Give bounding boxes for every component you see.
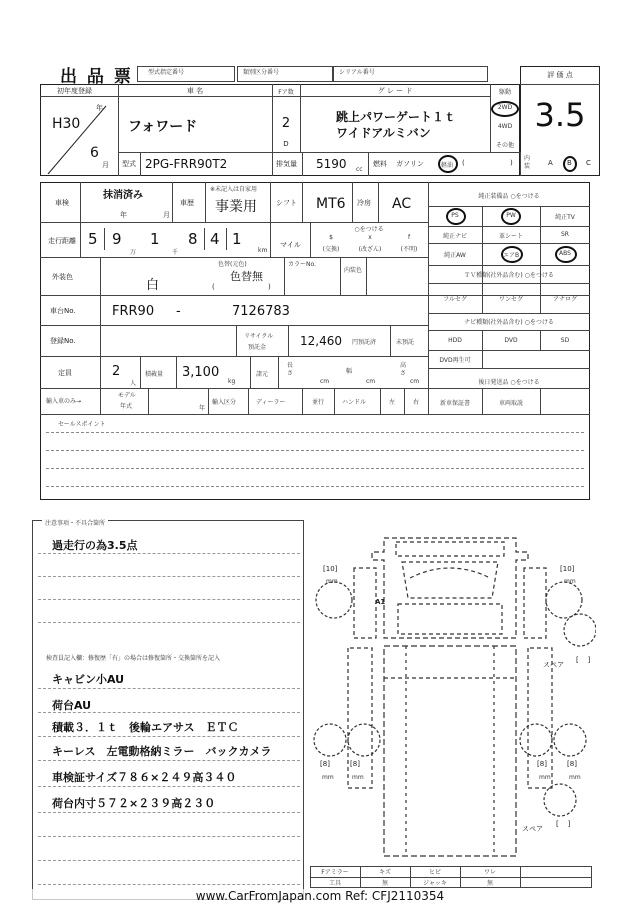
fuel-label: 燃料: [373, 160, 387, 168]
recycle-value: 12,460: [300, 334, 342, 348]
interior-color-label: 内装色: [344, 267, 363, 274]
first-reg-era: H30: [52, 116, 81, 132]
man-unit: 万: [130, 249, 137, 256]
legend-tools-none: 無: [381, 880, 388, 887]
serial-label: シリアル番号: [339, 69, 375, 76]
mileage-digit-2: 9: [112, 230, 122, 248]
mileage-altered: (改ざん): [358, 246, 382, 253]
handle-label: ハンドル: [342, 399, 367, 406]
legend-scratch: キズ: [379, 869, 391, 876]
sales-point-label: セールスポイント: [58, 421, 106, 428]
option-airbag: エアB: [502, 252, 520, 259]
color-change-label: 色替(元色): [218, 261, 247, 268]
model-year-label-1: モデル: [118, 392, 136, 399]
watermark: www.CarFromJapan.com Ref: CFJ2110354: [0, 889, 640, 903]
chassis-number: 7126783: [232, 304, 290, 319]
mileage-exchange: (交換): [322, 246, 340, 253]
spare-front-label: スペア: [543, 661, 564, 669]
first-reg-label: 初年度登録: [57, 87, 92, 95]
car-name-value: フォワード: [128, 119, 198, 135]
tread-fr-unit: mm: [564, 578, 576, 585]
shift-value: MT6: [316, 196, 346, 212]
length-label: 長さ: [287, 362, 294, 377]
spare-rear-label: スペア: [522, 825, 543, 833]
interior-a: A: [548, 159, 553, 167]
dealer-option: ディーラー: [256, 399, 286, 406]
class-label: 類別区分番号: [243, 69, 280, 76]
color-paren-open: (: [212, 283, 215, 291]
notice-label: 注意事項・不具合箇所: [42, 518, 108, 527]
year-suffix: 年: [96, 104, 103, 112]
import-label: 輸入車のみ→: [46, 398, 82, 405]
docs-warranty: 新車保証書: [439, 400, 470, 407]
parallel-option: 並行: [312, 399, 325, 406]
mileage-digit-5: 4: [210, 230, 220, 248]
drive-2wd: 2WD: [497, 104, 513, 111]
miles-label: マイル: [280, 241, 301, 249]
color-change-value: 色替無: [230, 270, 263, 283]
fuel-gasoline: ガソリン: [396, 160, 424, 168]
mileage-mark-label: ○をつける: [354, 226, 384, 233]
history-note: ※未記入は自家用: [210, 186, 258, 193]
tv-analog: アナログ: [552, 296, 577, 303]
fuel-diesel: 軽油: [441, 162, 454, 169]
fuel-other-close: ): [510, 159, 513, 167]
interior-c: C: [586, 159, 591, 167]
handle-right: 右: [413, 399, 420, 406]
model-year-unit: 年: [199, 405, 206, 412]
damage-a1: A1: [375, 598, 386, 606]
dims-label: 諸元: [256, 371, 269, 378]
mileage-digit-6: 1: [232, 230, 242, 248]
color-paren-close: ): [268, 283, 271, 291]
car-name-label: 車 名: [186, 87, 204, 95]
legend-jack-none: 無: [486, 880, 493, 887]
mileage-label: 走行距離: [48, 237, 76, 245]
mileage-dollar: $: [329, 234, 333, 241]
docs-manual: 車両取説: [498, 400, 523, 407]
capacity-label: 定員: [58, 369, 72, 377]
model-value: 2PG-FRR90T2: [145, 157, 228, 171]
legend-jack: ジャッキ: [423, 880, 447, 887]
recycle-paid: 円預託済: [352, 339, 377, 346]
option-abs: ABS: [559, 250, 571, 257]
score-value: 3.5: [534, 96, 586, 134]
option-pw: PW: [506, 212, 516, 219]
inspector-line-5: 車検証サイズ７８６×２４９高３４０: [52, 771, 237, 784]
tread-fr: [10]: [560, 565, 575, 573]
inspector-line-2: 荷台AU: [52, 699, 92, 712]
inspector-line-3: 積載３．１ｔ 後輪エアサス ＥＴＣ: [52, 721, 239, 734]
width-label: 幅: [346, 368, 353, 375]
grade-line1: 跳上パワーゲート１ｔ: [336, 110, 457, 124]
tread-rl-inner: [8]: [350, 760, 360, 768]
legend-dent: ワレ: [483, 869, 496, 876]
mileage-unknown: (不明): [400, 246, 418, 253]
tread-fl-unit: mm: [326, 578, 338, 585]
tread-fl: [10]: [323, 565, 338, 573]
option-leather-seat: 革シート: [498, 233, 523, 240]
tread-rr-outer-unit: mm: [569, 774, 581, 781]
fuel-other-open: (: [462, 159, 465, 167]
tv-type-title: ＴＶ種類(社外品含む) ○をつける: [464, 272, 554, 279]
tread-rl-outer-unit: mm: [322, 774, 334, 781]
doors-sub: D: [283, 140, 289, 148]
form-title: 出 品 票: [60, 67, 133, 87]
score-label: 評 価 点: [547, 71, 573, 79]
option-sr: SR: [561, 231, 569, 238]
inspection-month-unit: 月: [163, 211, 170, 219]
height-cm: cm: [410, 378, 420, 385]
drive-label: 駆動: [498, 89, 511, 96]
navi-sd: SD: [560, 337, 570, 344]
navi-hdd: HDD: [448, 337, 462, 344]
inspector-line-4: キーレス 左電動格納ミラー バックカメラ: [52, 745, 272, 758]
mileage-digit-1: 5: [88, 230, 98, 248]
load-unit: kg: [228, 378, 236, 385]
model-year-label-2: 年式: [120, 403, 133, 410]
inspector-line-6: 荷台内寸５７２×２３９高２３０: [52, 797, 216, 810]
month-suffix: 月: [102, 161, 109, 169]
handle-left: 左: [389, 399, 396, 406]
tread-rr-inner-unit: mm: [539, 774, 551, 781]
navi-type-title: ナビ種類(社外品含む) ○をつける: [464, 319, 554, 326]
exterior-value: 白: [146, 278, 160, 293]
spare-front-box: [ ]: [576, 656, 591, 664]
doors-value: 2: [281, 116, 291, 131]
color-no-label: カラーNo.: [288, 261, 316, 268]
recycle-label-1: リサイクル: [244, 333, 274, 340]
drive-other: その他: [495, 142, 514, 149]
first-reg-month: 6: [90, 145, 99, 161]
load-value: 3,100: [182, 365, 220, 380]
legend-tools: 工具: [328, 880, 341, 887]
tread-rl-outer: [8]: [320, 760, 330, 768]
option-genuine-aw: 純正AW: [444, 252, 466, 259]
height-label: 高さ: [400, 362, 407, 377]
notice-line-1: 過走行の為3.5点: [52, 539, 138, 552]
navi-dvd: DVD: [504, 337, 518, 344]
model-code-label: 型式指定番号: [148, 69, 185, 76]
chassis-label: 車台No.: [50, 307, 76, 315]
exterior-label: 外装色: [52, 273, 73, 281]
tread-rr-inner: [8]: [537, 760, 547, 768]
displacement-label: 排気量: [276, 160, 297, 168]
shift-label: シフト: [276, 199, 297, 207]
grade-label: グ レ ー ド: [377, 87, 413, 95]
km-unit: km: [258, 247, 268, 254]
chassis-dash: -: [176, 304, 181, 319]
option-ps: PS: [451, 212, 459, 219]
history-value: 事業用: [215, 199, 257, 215]
import-type-label: 輸入区分: [212, 399, 237, 406]
truck-diagram: [306, 528, 596, 868]
reg-no-label: 登録No.: [50, 337, 76, 345]
interior-b: B: [567, 159, 572, 167]
grade-line2: ワイドアルミバン: [336, 126, 431, 140]
mileage-digit-3: 1: [150, 230, 160, 248]
sen-unit: 千: [172, 249, 179, 256]
inspection-value: 抹消済み: [103, 190, 143, 201]
mileage-f: f: [407, 234, 411, 241]
option-genuine-tv: 純正TV: [555, 214, 575, 221]
inspector-line-1: キャビン小AU: [52, 673, 125, 686]
displacement-value: 5190: [316, 157, 347, 171]
width-cm: cm: [366, 378, 376, 385]
doors-label: Fア数: [278, 89, 294, 96]
docs-title: 後日発送品 ○をつける: [478, 379, 540, 386]
genuine-options-title: 純正装備品 ○をつける: [478, 193, 540, 200]
spare-rear-box: [ ]: [556, 820, 571, 828]
drive-4wd: 4WD: [497, 123, 513, 130]
interior-label: 内装: [524, 155, 531, 170]
history-label: 車歴: [180, 199, 194, 207]
tread-rl-inner-unit: mm: [352, 774, 364, 781]
capacity-unit: 人: [130, 380, 137, 387]
inspection-year-unit: 年: [120, 211, 127, 219]
chassis-prefix: FRR90: [112, 304, 155, 319]
length-cm: cm: [320, 378, 330, 385]
capacity-value: 2: [112, 364, 121, 379]
inspection-label: 車検: [55, 199, 69, 207]
option-genuine-navi: 純正ナビ: [442, 233, 467, 240]
legend-crack: ヒビ: [428, 869, 441, 876]
recycle-label-2: 預託金: [248, 344, 267, 351]
model-label: 型式: [122, 160, 136, 168]
tread-rr-outer: [8]: [567, 760, 577, 768]
ac-label: 冷房: [357, 199, 371, 207]
mileage-x: x: [368, 234, 372, 241]
displacement-unit: cc: [356, 166, 363, 173]
ac-value: AC: [392, 196, 412, 212]
tv-one-seg: ワンセグ: [498, 296, 523, 303]
tv-full-seg: フルセグ: [443, 296, 467, 303]
inspector-label: 検査員記入欄：修復歴「有」の場合は修復箇所・交換箇所を記入: [46, 655, 221, 662]
navi-dvd-play: DVD再生可: [439, 357, 471, 364]
load-label: 積載量: [145, 371, 164, 378]
mileage-digit-4: 8: [188, 230, 198, 248]
legend-f-mirror: Fアミラー: [321, 869, 349, 876]
recycle-unpaid: 未預託: [396, 339, 415, 346]
